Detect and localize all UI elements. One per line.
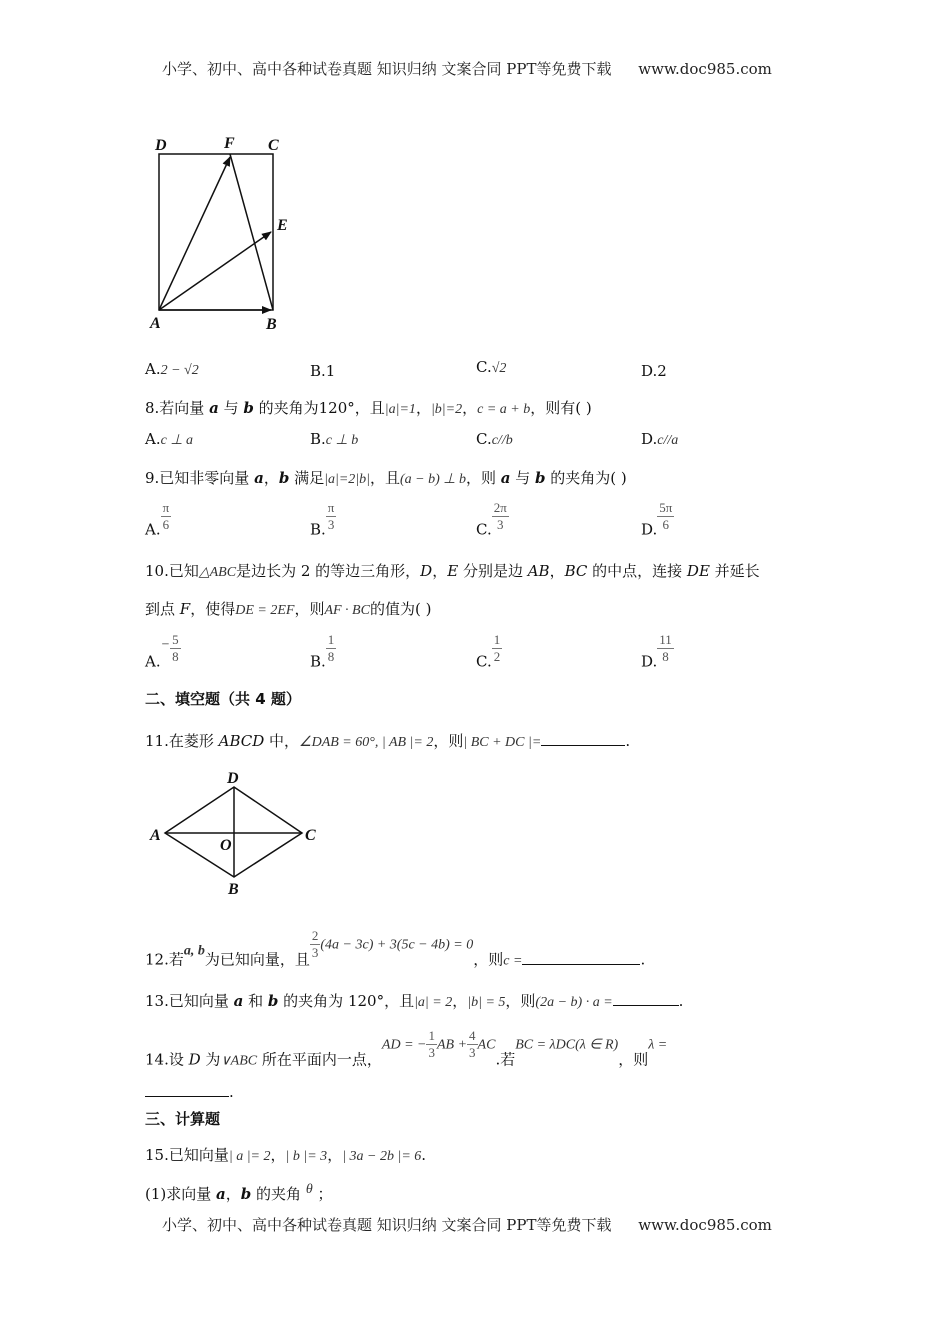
q11-stem: 11.在菱形 ABCD 中，∠DAB = 60°, | AB |= 2，则| BC + DC |= . [145, 732, 631, 750]
q10-option-c: C. $\frac{1}{2}$ [476, 632, 501, 671]
q10-stem-line2: 到点 F，使得DE = 2EF，则AF · BC的值为( ) [145, 600, 432, 618]
rect-abcd [159, 154, 273, 310]
q9-option-b: B. $\frac{\pi}{3}$ [310, 500, 335, 539]
vector-af [159, 157, 230, 310]
label-d: D [227, 770, 239, 787]
q10-option-a: A.− $\frac{5}{8}$ [145, 632, 179, 671]
q15-part1: (1)求向量 a，b 的夹角 θ ； [145, 1182, 333, 1203]
figure-rhombus [140, 765, 330, 900]
q7-option-b: B.1 [310, 362, 336, 380]
q7-option-c: C.√2 [476, 358, 507, 376]
q14-stem: 14.设 D 为∨ABC 所在平面内一点，AD = − $\frac{1}{3}$ AB + $\frac{4}{3}$ AC.若BC = λDC(λ ∈ R)，则λ = [145, 1028, 668, 1069]
label-a: A [150, 827, 161, 844]
q8-option-c: C.c//b [476, 430, 513, 448]
q8-option-b: B.c ⊥ b [310, 430, 359, 448]
figure-rectangle-vectors [140, 130, 300, 335]
page-header [162, 58, 772, 79]
footer-text: 小学、初中、高中各种试卷真题 知识归纳 文案合同 PPT等免费下载 [162, 1216, 612, 1234]
label-d: D [155, 137, 167, 154]
q13-stem: 13.已知向量 a 和 b 的夹角为 120°，且|a| = 2，|b| = 5，则(2a − b) · a = . [145, 992, 684, 1010]
q10-stem-line1: 10.已知△ABC是边长为 2 的等边三角形，D，E 分别是边 AB，BC 的中点，连接 DE 并延长 [145, 562, 760, 580]
q10-option-d: D. $\frac{11}{8}$ [641, 632, 672, 671]
header-url: www.doc985.com [638, 60, 772, 78]
q13-answer-blank[interactable] [613, 991, 679, 1006]
label-e: E [277, 217, 288, 234]
label-o: O [220, 837, 232, 854]
q9-option-d: D. $\frac{5\pi}{6}$ [641, 500, 673, 539]
label-c: C [268, 137, 279, 154]
footer-url: www.doc985.com [638, 1216, 772, 1234]
q14-answer-line: . [145, 1082, 234, 1101]
q15-stem: 15.已知向量| a |= 2，| b |= 3，| 3a − 2b |= 6. [145, 1146, 427, 1164]
label-a: A [150, 315, 161, 332]
header-text: 小学、初中、高中各种试卷真题 知识归纳 文案合同 PPT等免费下载 [162, 60, 612, 78]
q12-answer-blank[interactable] [522, 950, 640, 965]
q9-option-c: C. $\frac{2\pi}{3}$ [476, 500, 507, 539]
q10-option-b: B. $\frac{1}{8}$ [310, 632, 335, 671]
q7-option-a: A.2 − √2 [145, 360, 199, 378]
q7-option-d: D.2 [641, 362, 667, 380]
section-fill-in-title: 二、填空题（共 4 题） [145, 690, 301, 708]
label-c: C [305, 827, 316, 844]
q11-answer-blank[interactable] [541, 731, 625, 746]
q8-option-a: A.c ⊥ a [145, 430, 194, 448]
q8-stem: 8.若向量 a 与 b 的夹角为120°，且|a|=1，|b|=2，c = a + b，则有( ) [145, 399, 592, 417]
q12-stem: 12.若a, b为已知向量，且 $\frac{2}{3}$ (4a − 3c) + 3(5c − 4b) = 0，则c = . [145, 928, 646, 969]
label-b: B [266, 316, 277, 333]
page-footer [162, 1214, 772, 1235]
q8-option-d: D.c//a [641, 430, 679, 448]
label-b: B [228, 881, 239, 898]
q14-answer-blank[interactable] [145, 1082, 229, 1097]
segment-fb [230, 154, 273, 310]
q9-option-a: A. $\frac{\pi}{6}$ [145, 500, 170, 539]
q9-stem: 9.已知非零向量 a，b 满足|a|=2|b|，且(a − b) ⊥ b，则 a 与 b 的夹角为( ) [145, 469, 627, 487]
section-calc-title: 三、计算题 [145, 1110, 221, 1128]
label-f: F [224, 135, 235, 152]
